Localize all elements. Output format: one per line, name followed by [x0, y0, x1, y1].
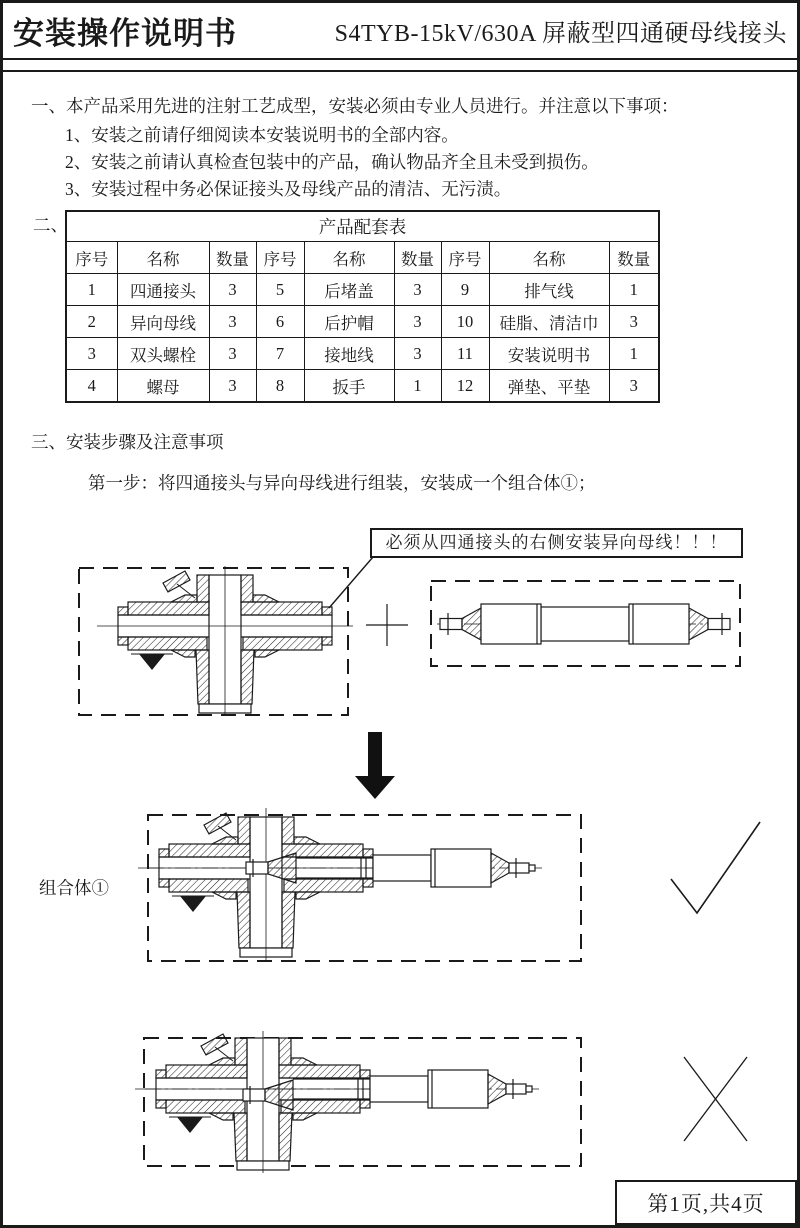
step1-text: 第一步：将四通接头与异向母线进行组装，安装成一个组合体①； [88, 473, 596, 493]
x-mark-icon [684, 1057, 747, 1141]
header [3, 3, 797, 60]
section2-marker: 二、 [33, 215, 68, 235]
table-header-cell: 名称 [117, 242, 209, 274]
table-cell: 扳手 [304, 370, 394, 403]
table-header-cell: 数量 [394, 242, 441, 274]
table-cell: 3 [394, 306, 441, 338]
check-mark-icon [671, 822, 760, 913]
table-cell: 双头螺栓 [117, 338, 209, 370]
table-cell: 3 [209, 306, 256, 338]
incorrect-assembly-diagram [3, 1031, 800, 1178]
assembled-connector-drawing [135, 1031, 543, 1173]
table-header-cell: 数量 [609, 242, 659, 274]
table-cell: 9 [441, 274, 489, 306]
table-cell: 后堵盖 [304, 274, 394, 306]
correct-assembly-diagram [3, 806, 800, 976]
table-cell: 3 [209, 370, 256, 403]
table-title: 产品配套表 [66, 211, 659, 242]
table-cell: 11 [441, 338, 489, 370]
table-cell: 安装说明书 [489, 338, 609, 370]
package-table [65, 210, 660, 403]
down-arrow-icon [355, 732, 395, 798]
table-cell: 硅脂、清洁巾 [489, 306, 609, 338]
product-title: S4TYB-15kV/630A 屏蔽型四通硬母线接头 [334, 21, 787, 47]
page-number-label: 第1页,共4页 [647, 1191, 765, 1216]
table-row [66, 370, 659, 403]
down-arrow-shaft [368, 732, 382, 776]
table-cell: 3 [609, 306, 659, 338]
table-cell: 5 [256, 274, 304, 306]
table-cell: 1 [609, 338, 659, 370]
table-title-row [66, 211, 659, 242]
parts-diagram [3, 508, 800, 723]
callout-note: 必须从四通接头的右侧安装异向母线！！！ [370, 528, 743, 558]
table-row [66, 306, 659, 338]
header-divider-band [3, 60, 797, 72]
busbar-drawing [437, 604, 733, 644]
plus-icon [366, 604, 408, 646]
assembly-label: 组合体① [39, 878, 109, 898]
table-row [66, 338, 659, 370]
assembled-connector-drawing [138, 808, 546, 960]
four-way-connector-drawing [97, 566, 353, 716]
table-cell: 排气线 [489, 274, 609, 306]
table-cell: 3 [394, 274, 441, 306]
table-header-row [66, 242, 659, 274]
table-cell: 1 [66, 274, 117, 306]
table-cell: 1 [394, 370, 441, 403]
section3-heading: 三、安装步骤及注意事项 [31, 432, 224, 452]
table-cell: 异向母线 [117, 306, 209, 338]
table-cell: 螺母 [117, 370, 209, 403]
table-cell: 12 [441, 370, 489, 403]
table-cell: 3 [209, 274, 256, 306]
down-arrow-head [355, 776, 395, 799]
footer-page-box [615, 1180, 797, 1225]
table-row [66, 274, 659, 306]
table-cell: 6 [256, 306, 304, 338]
table-cell: 四通接头 [117, 274, 209, 306]
table-cell: 1 [609, 274, 659, 306]
doc-title: 安装操作说明书 [13, 16, 237, 51]
table-header-cell: 序号 [256, 242, 304, 274]
section1-item: 2、安装之前请认真检查包装中的产品，确认物品齐全且未受到损伤。 [65, 152, 599, 172]
table-cell: 2 [66, 306, 117, 338]
table-cell: 后护帽 [304, 306, 394, 338]
table-cell: 10 [441, 306, 489, 338]
table-header-cell: 序号 [66, 242, 117, 274]
table-header-cell: 名称 [489, 242, 609, 274]
table-cell: 3 [209, 338, 256, 370]
table-header-cell: 数量 [209, 242, 256, 274]
table-cell: 7 [256, 338, 304, 370]
callout-leader-line [329, 557, 373, 608]
section1-lead: 一、本产品采用先进的注射工艺成型，安装必须由专业人员进行。并注意以下事项： [31, 96, 679, 116]
table-header-cell: 名称 [304, 242, 394, 274]
table-cell: 3 [394, 338, 441, 370]
table-cell: 3 [609, 370, 659, 403]
table-cell: 3 [66, 338, 117, 370]
table-cell: 4 [66, 370, 117, 403]
section1-item: 1、安装之前请仔细阅读本安装说明书的全部内容。 [65, 125, 459, 145]
section1-item: 3、安装过程中务必保证接头及母线产品的清洁、无污渍。 [65, 179, 512, 199]
table-cell: 弹垫、平垫 [489, 370, 609, 403]
table-cell: 接地线 [304, 338, 394, 370]
table-header-cell: 序号 [441, 242, 489, 274]
table-cell: 8 [256, 370, 304, 403]
